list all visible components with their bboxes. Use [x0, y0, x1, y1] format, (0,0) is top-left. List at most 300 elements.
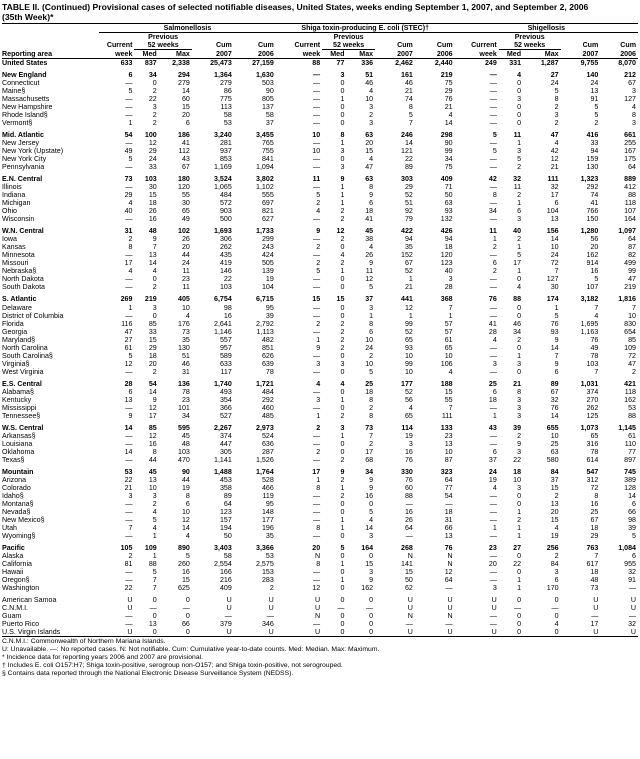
value-cell: 53	[265, 551, 274, 560]
reporting-area-cell: New England	[2, 71, 47, 80]
value-cell: —	[313, 139, 321, 148]
reporting-area-cell: Florida	[2, 319, 24, 328]
value-cell: 6	[554, 576, 559, 584]
value-cell: 2	[340, 207, 345, 216]
value-cell: 84	[550, 467, 559, 476]
table-row	[2, 368, 638, 376]
value-cell: 57	[444, 319, 453, 328]
value-cell: 78	[590, 447, 599, 456]
value-cell: U	[630, 604, 636, 613]
value-cell: 61	[444, 335, 453, 344]
value-cell: 13	[148, 620, 157, 629]
reporting-area-cell: Arkansas§	[2, 431, 36, 440]
value-cell: 30	[181, 199, 190, 208]
value-cell: —	[313, 576, 321, 584]
value-cell: 0	[340, 499, 345, 508]
value-cell: 1	[408, 311, 413, 320]
value-cell: 42	[488, 175, 497, 184]
table-row	[2, 275, 638, 283]
value-cell: 661	[624, 131, 636, 140]
value-cell: 5	[594, 275, 599, 284]
value-cell: 170	[546, 584, 559, 593]
table-row	[2, 584, 638, 592]
value-cell: U	[268, 604, 274, 613]
value-cell: 63	[365, 175, 374, 184]
value-cell: 52	[404, 327, 413, 336]
value-cell: 76	[404, 475, 413, 484]
value-cell: 7	[594, 367, 599, 376]
value-cell: 821	[261, 207, 274, 216]
value-cell: —	[125, 139, 133, 148]
table-row	[2, 183, 638, 191]
reporting-area-cell: Montana§	[2, 499, 34, 508]
value-cell: 0	[340, 612, 345, 621]
value-cell: 0	[340, 111, 345, 120]
value-cell: 34	[181, 411, 190, 420]
value-cell: 53	[223, 119, 232, 128]
value-cell: 2,440	[434, 59, 453, 68]
value-cell: —	[489, 439, 497, 448]
value-cell: 12	[124, 359, 133, 368]
value-cell: 64	[404, 523, 413, 532]
region-row	[2, 59, 638, 68]
value-cell: 2	[369, 351, 374, 360]
value-cell: 50	[444, 191, 453, 200]
value-cell: 6,715	[256, 295, 274, 304]
value-cell: 636	[261, 439, 274, 448]
value-cell: 137	[261, 103, 274, 112]
value-cell: 196	[261, 523, 274, 532]
value-cell: 6	[632, 551, 636, 560]
table-row	[2, 87, 638, 95]
value-cell: 24	[181, 259, 190, 268]
value-cell: 3	[517, 483, 522, 492]
reporting-area-cell: Vermont§	[2, 119, 33, 128]
value-cell: 4	[152, 507, 157, 516]
value-cell: 0	[185, 596, 190, 605]
table-row	[2, 456, 638, 464]
value-cell: 8	[340, 131, 345, 140]
value-cell: —	[125, 183, 133, 192]
current-label: Current	[106, 41, 133, 50]
value-cell: 5	[408, 111, 413, 120]
value-cell: 16	[404, 507, 413, 516]
table-row	[2, 612, 638, 620]
value-cell: 4	[554, 523, 559, 532]
value-cell: —	[337, 604, 345, 613]
value-cell: —	[489, 251, 497, 260]
value-cell: 118	[624, 199, 636, 208]
table-row	[2, 388, 638, 396]
value-cell: 130	[586, 163, 599, 172]
value-cell: 8	[316, 559, 321, 568]
value-cell: 37	[365, 295, 374, 304]
value-cell: 460	[261, 403, 274, 412]
reporting-area-cell: Oklahoma	[2, 447, 35, 456]
value-cell: 18	[365, 387, 374, 396]
value-cell: 2	[517, 191, 522, 200]
table-row	[2, 103, 638, 111]
value-cell: —	[125, 576, 133, 584]
value-cell: 7	[632, 303, 636, 312]
value-cell: 13	[124, 395, 133, 404]
value-cell: 90	[181, 467, 190, 476]
value-cell: 216	[219, 576, 232, 584]
value-cell: 8	[517, 387, 522, 396]
reporting-area-cell: South Carolina§	[2, 351, 53, 360]
value-cell: 174	[546, 295, 559, 304]
value-cell: 65	[590, 431, 599, 440]
value-cell: —	[489, 215, 497, 224]
footnote: U: Unavailable. —: No reported cases. N: Not notifiable. Cum: Cumulative year-to-date counts. Med: Median. Max: Maximum.	[2, 646, 380, 654]
value-cell: 101	[178, 403, 190, 412]
value-cell: 3	[517, 395, 522, 404]
table-row	[2, 259, 638, 267]
value-cell: 24	[365, 343, 374, 352]
value-cell: 6	[632, 499, 636, 508]
value-cell: 0	[340, 275, 345, 284]
value-cell: 654	[624, 327, 636, 336]
value-cell: 7	[152, 243, 157, 252]
value-cell: —	[313, 620, 321, 629]
value-cell: 11	[182, 267, 190, 276]
value-cell: 22	[513, 559, 522, 568]
value-cell: 11	[489, 227, 497, 236]
value-cell: 12	[444, 567, 453, 576]
value-cell: 441	[401, 295, 413, 304]
value-cell: 5	[492, 147, 497, 156]
value-cell: 279	[219, 79, 232, 88]
value-cell: 1,816	[618, 295, 636, 304]
value-cell: 23	[488, 543, 497, 552]
value-cell: 3	[448, 275, 453, 284]
value-cell: 482	[261, 335, 274, 344]
reporting-area-cell: E.S. Central	[2, 379, 42, 388]
value-cell: 12	[404, 303, 413, 312]
value-cell: 4	[369, 155, 374, 164]
value-cell: 17	[513, 259, 522, 268]
value-cell: 17	[590, 620, 599, 629]
footnote: § Contains data reported through the National Electronic Disease Surveillance System (NEDSS).	[2, 670, 294, 678]
value-cell: —	[125, 499, 133, 508]
value-cell: 2	[554, 491, 559, 500]
table-row	[2, 412, 638, 420]
value-cell: 93	[550, 327, 559, 336]
value-cell: 121	[401, 147, 413, 156]
value-cell: 617	[586, 559, 599, 568]
value-cell: —	[313, 87, 321, 96]
value-cell: 8	[554, 95, 559, 104]
value-cell: 15	[148, 335, 157, 344]
reporting-area-cell: E.N. Central	[2, 175, 43, 184]
value-cell: 65	[444, 343, 453, 352]
value-cell: 9	[369, 259, 374, 268]
value-cell: 0	[369, 628, 374, 637]
value-cell: 626	[261, 351, 274, 360]
value-cell: 466	[261, 483, 274, 492]
value-cell: —	[489, 499, 497, 508]
table-row	[2, 251, 638, 259]
reporting-area-cell: New Hampshire	[2, 103, 53, 112]
value-cell: 755	[261, 147, 274, 156]
value-cell: 10	[365, 359, 374, 368]
value-cell: 58	[265, 111, 274, 120]
table-row	[2, 396, 638, 404]
value-cell: 88	[628, 411, 636, 420]
reporting-area-cell: Texas§	[2, 455, 25, 464]
value-cell: —	[489, 367, 497, 376]
value-cell: 18	[590, 523, 599, 532]
value-cell: —	[445, 584, 453, 593]
value-cell: —	[489, 351, 497, 360]
value-cell: 10	[550, 243, 559, 252]
value-cell: 67	[181, 163, 190, 172]
value-cell: 16	[590, 499, 599, 508]
value-cell: 49	[124, 147, 133, 156]
value-cell: —	[182, 604, 190, 613]
value-cell: —	[489, 343, 497, 352]
value-cell: 294	[178, 71, 190, 80]
value-cell: 2	[369, 111, 374, 120]
value-cell: 15	[365, 559, 374, 568]
value-cell: 15	[550, 515, 559, 524]
value-cell: —	[313, 491, 321, 500]
reporting-area-cell: Mississippi	[2, 403, 37, 412]
value-cell: 435	[219, 251, 232, 260]
value-cell: 85	[628, 335, 636, 344]
value-cell: 10	[628, 311, 636, 320]
value-cell: 766	[586, 207, 599, 216]
value-cell: 106	[440, 359, 453, 368]
value-cell: 421	[624, 379, 636, 388]
value-cell: 94	[590, 147, 599, 156]
value-cell: 20	[590, 243, 599, 252]
value-cell: 6	[517, 207, 522, 216]
value-cell: 99	[628, 267, 636, 276]
value-cell: 5	[632, 531, 636, 540]
value-cell: 41	[488, 319, 497, 328]
value-cell: 0	[517, 367, 522, 376]
value-cell: 20	[148, 359, 157, 368]
value-cell: U	[593, 628, 599, 637]
value-cell: —	[313, 95, 321, 104]
value-cell: 18	[444, 243, 453, 252]
reporting-area-cell: West Virginia	[2, 367, 44, 376]
value-cell: 73	[181, 327, 190, 336]
value-cell: —	[313, 119, 321, 128]
reporting-area-cell: Nebraska§	[2, 267, 37, 276]
value-cell: 1,488	[214, 467, 232, 476]
value-cell: 66	[628, 507, 636, 516]
table-row	[2, 628, 638, 636]
value-cell: 2	[517, 431, 522, 440]
value-cell: 98	[628, 515, 636, 524]
value-cell: U	[127, 628, 133, 637]
value-cell: 374	[586, 387, 599, 396]
value-cell: —	[125, 95, 133, 104]
value-cell: —	[489, 551, 497, 560]
value-cell: —	[489, 119, 497, 128]
value-cell: —	[489, 79, 497, 88]
value-cell: 33	[148, 327, 157, 336]
value-cell: 627	[261, 215, 274, 224]
value-cell: 2	[128, 551, 133, 560]
value-cell: 5	[316, 267, 321, 276]
value-cell: 123	[219, 507, 232, 516]
value-cell: 2	[269, 584, 274, 593]
value-cell: 19	[404, 431, 413, 440]
value-cell: 21	[550, 163, 559, 172]
table-row	[2, 500, 638, 508]
value-cell: 49	[590, 343, 599, 352]
value-cell: 405	[178, 295, 190, 304]
value-cell: 3	[632, 87, 636, 96]
value-cell: 246	[401, 131, 413, 140]
value-cell: 0	[554, 612, 559, 621]
value-cell: —	[489, 283, 497, 292]
value-cell: —	[313, 283, 321, 292]
previous-label: Previous	[148, 33, 179, 42]
value-cell: —	[313, 103, 321, 112]
value-cell: 262	[219, 243, 232, 252]
value-cell: 157	[219, 515, 232, 524]
value-cell: 46	[513, 319, 522, 328]
value-cell: 14	[550, 411, 559, 420]
value-cell: 40	[444, 267, 453, 276]
value-cell: 104	[546, 207, 559, 216]
value-cell: —	[125, 215, 133, 224]
value-cell: 426	[440, 227, 453, 236]
value-cell: 10	[148, 483, 157, 492]
value-cell: 14	[550, 235, 559, 244]
reporting-area-cell: Pennsylvania	[2, 163, 45, 172]
value-cell: 34	[513, 327, 522, 336]
value-cell: 18	[488, 395, 497, 404]
value-cell: —	[313, 439, 321, 448]
value-cell: 54	[148, 379, 157, 388]
value-cell: 1	[492, 523, 497, 532]
value-cell: —	[489, 111, 497, 120]
value-cell: 128	[624, 483, 636, 492]
value-cell: 0	[517, 311, 522, 320]
reporting-area-cell: New York City	[2, 155, 47, 164]
value-cell: 0	[152, 628, 157, 637]
value-cell: —	[313, 155, 321, 164]
value-cell: 14	[148, 259, 157, 268]
value-cell: 0	[517, 612, 522, 621]
value-cell: 2	[632, 367, 636, 376]
value-cell: 13	[590, 87, 599, 96]
value-cell: 3	[517, 403, 522, 412]
value-cell: 4	[448, 367, 453, 376]
value-cell: 52	[404, 387, 413, 396]
value-cell: 1,113	[256, 327, 274, 336]
value-cell: 35	[265, 531, 274, 540]
value-cell: 2	[316, 423, 321, 432]
value-cell: 4	[316, 207, 321, 216]
value-cell: 78	[181, 387, 190, 396]
previous-label: Previous	[333, 33, 364, 42]
value-cell: 180	[178, 175, 190, 184]
value-cell: 346	[261, 620, 274, 629]
reporting-area-cell: Puerto Rico	[2, 620, 40, 629]
table-row	[2, 484, 638, 492]
table-row	[2, 516, 638, 524]
value-cell: 17	[148, 411, 157, 420]
value-cell: 7	[152, 584, 157, 593]
value-cell: 64	[223, 499, 232, 508]
reporting-area-cell: Maryland§	[2, 335, 36, 344]
value-cell: 555	[261, 191, 274, 200]
value-cell: 152	[401, 251, 413, 260]
value-cell: 133	[440, 423, 453, 432]
value-cell: 26	[148, 207, 157, 216]
value-cell: 95	[265, 499, 274, 508]
value-cell: 107	[624, 207, 636, 216]
reporting-area-cell: United States	[2, 59, 48, 68]
footnote: * Incidence data for reporting years 2006 and 2007 are provisional.	[2, 654, 204, 662]
reporting-area-cell: C.N.M.I.	[2, 604, 29, 613]
value-cell: 76	[444, 543, 453, 552]
value-cell: 15	[181, 103, 190, 112]
value-cell: 3,240	[214, 131, 232, 140]
region-row	[2, 295, 638, 303]
value-cell: 14	[148, 387, 157, 396]
value-cell: 3,403	[214, 543, 232, 552]
value-cell: 123	[440, 259, 453, 268]
value-cell: 2	[316, 319, 321, 328]
value-cell: 91	[590, 95, 599, 104]
value-cell: 14	[550, 343, 559, 352]
value-cell: 21	[513, 379, 522, 388]
value-cell: 34	[444, 155, 453, 164]
value-cell: 837	[144, 59, 157, 68]
value-cell: 4	[340, 379, 345, 388]
reporting-area-cell: New Mexico§	[2, 515, 45, 524]
table-row	[2, 440, 638, 448]
value-cell: —	[313, 531, 321, 540]
value-cell: U	[593, 596, 599, 605]
value-cell: 162	[586, 251, 599, 260]
value-cell: 1,287	[540, 59, 559, 68]
value-cell: 10	[444, 447, 453, 456]
value-cell: 3	[369, 303, 374, 312]
value-cell: 485	[261, 411, 274, 420]
max-label: Max	[544, 50, 559, 59]
bottom-rule	[2, 636, 638, 637]
value-cell: 146	[219, 267, 232, 276]
value-cell: 10	[312, 147, 321, 156]
value-cell: —	[489, 163, 497, 172]
value-cell: 4	[594, 311, 599, 320]
value-cell: 34	[488, 207, 497, 216]
value-cell: U	[447, 596, 453, 605]
cum-label: Cum	[582, 41, 599, 50]
value-cell: 6	[185, 119, 190, 128]
value-cell: 0	[152, 596, 157, 605]
value-cell: 15	[550, 483, 559, 492]
value-cell: 409	[440, 175, 453, 184]
value-cell: 0	[517, 119, 522, 128]
value-cell: 409	[219, 584, 232, 593]
reporting-area-cell: Kentucky	[2, 395, 32, 404]
value-cell: 49	[181, 215, 190, 224]
value-cell: 243	[261, 243, 274, 252]
value-cell: 3	[408, 439, 413, 448]
value-cell: 841	[261, 155, 274, 164]
reporting-area-cell: Maine§	[2, 87, 26, 96]
value-cell: 47	[365, 163, 374, 172]
